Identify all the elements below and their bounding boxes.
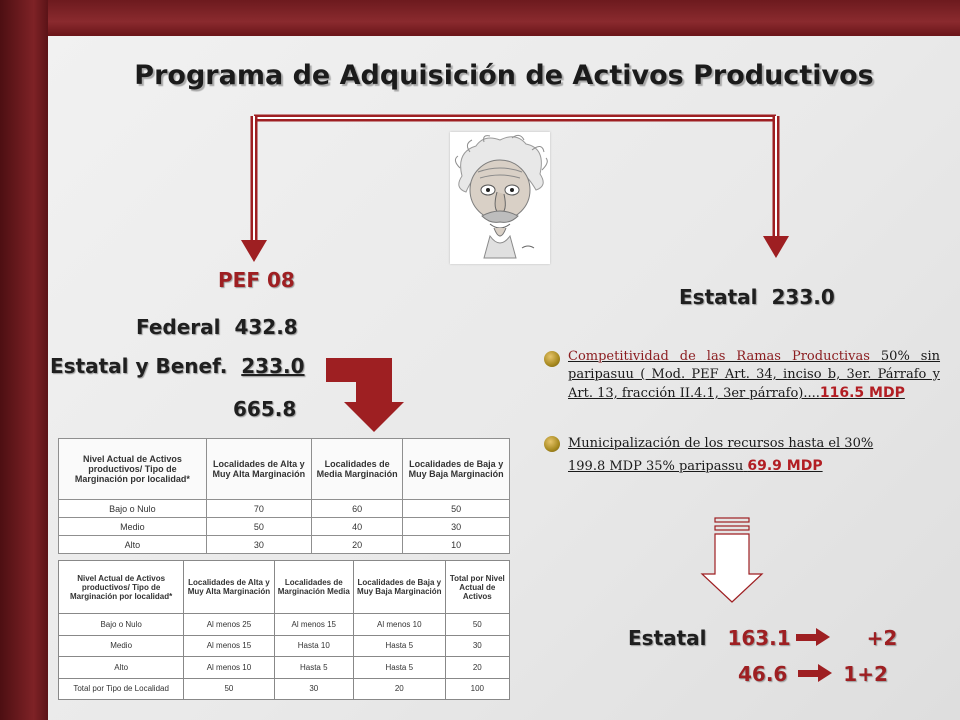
hollow-down-arrow xyxy=(702,518,762,602)
bullet-icon xyxy=(544,351,560,367)
summary-line-1 xyxy=(628,626,897,650)
table-cell: 20 xyxy=(445,657,509,679)
table-row xyxy=(59,518,510,536)
table-cell: 50 xyxy=(184,678,274,700)
estatal-benef-value: 233.0 xyxy=(241,354,305,378)
table-cell: 40 xyxy=(311,518,403,536)
table-row xyxy=(59,678,510,700)
table-header-row xyxy=(59,439,510,500)
table-cell: Total por Tipo de Localidad xyxy=(59,678,184,700)
table-cell: 100 xyxy=(445,678,509,700)
table-cell: 10 xyxy=(403,536,510,554)
total-value: 665.8 xyxy=(233,397,297,421)
table-row xyxy=(59,536,510,554)
table-cell: Medio xyxy=(59,518,207,536)
bullet-2-amount: 69.9 MDP xyxy=(747,458,823,474)
estatal-right-value: 233.0 xyxy=(771,285,835,309)
right-branch-arrow xyxy=(763,116,789,258)
federal-value: 432.8 xyxy=(234,315,298,339)
count-table xyxy=(58,560,510,700)
table-header: Localidades de Baja y Muy Baja Marginación xyxy=(353,561,445,614)
table-cell: 50 xyxy=(206,518,311,536)
bullet-icon xyxy=(544,436,560,452)
table-cell: Hasta 5 xyxy=(353,635,445,657)
caricature-image xyxy=(450,132,550,264)
table-cell: 30 xyxy=(206,536,311,554)
table-row xyxy=(59,635,510,657)
slide-title: Programa de Adquisición de Activos Productivos xyxy=(134,60,874,91)
table-header: Localidades de Alta y Muy Alta Marginación xyxy=(184,561,274,614)
table-cell: 30 xyxy=(445,635,509,657)
estatal-right-label: Estatal xyxy=(679,285,758,309)
bullet-1-amount: 116.5 MDP xyxy=(819,385,905,401)
table-header: Localidades de Alta y Muy Alta Marginación xyxy=(206,439,311,500)
percent-table xyxy=(58,438,510,554)
table-cell: 20 xyxy=(311,536,403,554)
table-header: Localidades de Marginación Media xyxy=(274,561,353,614)
table-cell: Bajo o Nulo xyxy=(59,500,207,518)
table-cell: Al menos 10 xyxy=(353,614,445,636)
table-cell: Al menos 10 xyxy=(184,657,274,679)
summary-value-1: 163.1 xyxy=(727,626,791,650)
pef-label: PEF 08 xyxy=(218,268,295,292)
table-cell: Medio xyxy=(59,635,184,657)
table-cell: 30 xyxy=(403,518,510,536)
table-header: Nivel Actual de Activos productivos/ Tipo de Marginación por localidad* xyxy=(59,439,207,500)
summary-value-2: 46.6 xyxy=(738,662,788,686)
bullet-item-competitividad xyxy=(540,348,940,403)
table-header: Total por Nivel Actual de Activos xyxy=(445,561,509,614)
table-row xyxy=(59,500,510,518)
caricature-drawing xyxy=(450,132,550,264)
federal-row xyxy=(136,315,298,339)
table-cell: 50 xyxy=(445,614,509,636)
table-cell: 70 xyxy=(206,500,311,518)
table-cell: Al menos 15 xyxy=(184,635,274,657)
bullet-2-text: 199.8 MDP 35% paripassu xyxy=(568,459,744,474)
table-header: Nivel Actual de Activos productivos/ Tipo de Marginación por localidad* xyxy=(59,561,184,614)
table-row xyxy=(59,614,510,636)
table-row xyxy=(59,657,510,679)
table-cell: 60 xyxy=(311,500,403,518)
estatal-benef-label: Estatal y Benef. xyxy=(50,354,228,378)
bullet-1-text: 50% sin paripasuu ( Mod. PEF Art. 34, inciso b, 3er. Párrafo y Art. 13, fracción II.4.1, 3er párrafo).... xyxy=(568,349,941,401)
federal-label: Federal xyxy=(136,315,221,339)
table-cell: 20 xyxy=(353,678,445,700)
table-cell: Al menos 15 xyxy=(274,614,353,636)
summary-result-2: 1+2 xyxy=(843,662,888,686)
table-cell: 30 xyxy=(274,678,353,700)
bullet-list xyxy=(540,348,940,478)
table-header: Localidades de Baja y Muy Baja Marginación xyxy=(403,439,510,500)
table-cell: Hasta 10 xyxy=(274,635,353,657)
table-cell: Alto xyxy=(59,657,184,679)
bullet-2-lead: Municipalización de los recursos hasta el 30% xyxy=(568,436,874,451)
table-cell: Hasta 5 xyxy=(353,657,445,679)
summary-line-2 xyxy=(738,662,888,686)
table-cell: Hasta 5 xyxy=(274,657,353,679)
table-cell: 50 xyxy=(403,500,510,518)
bent-arrow xyxy=(326,358,404,432)
table-cell: Alto xyxy=(59,536,207,554)
table-header-row xyxy=(59,561,510,614)
estatal-right-row xyxy=(679,285,835,309)
summary-result-1: +2 xyxy=(866,626,898,650)
bullet-item-municipalizacion xyxy=(540,433,940,478)
table-header: Localidades de Media Marginación xyxy=(311,439,403,500)
bullet-1-lead: Competitividad de las Ramas Productivas xyxy=(568,349,870,364)
table-cell: Al menos 25 xyxy=(184,614,274,636)
summary-label: Estatal xyxy=(628,626,707,650)
estatal-benef-row xyxy=(50,354,305,378)
table-cell: Bajo o Nulo xyxy=(59,614,184,636)
